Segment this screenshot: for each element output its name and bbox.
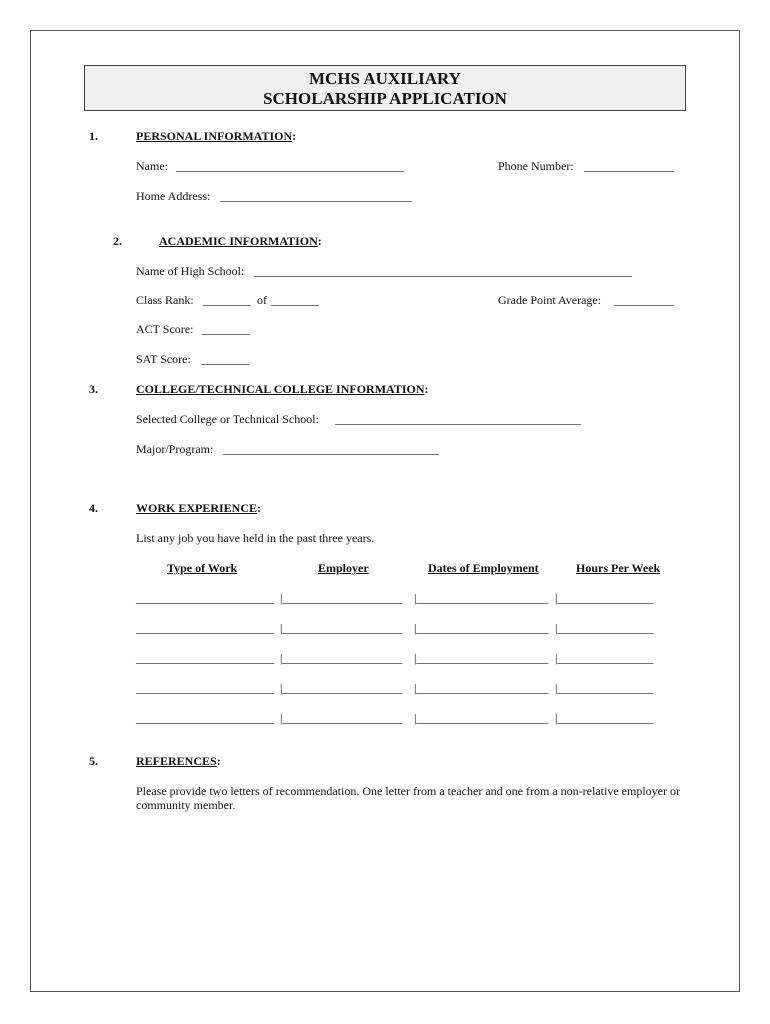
work-row-1-cell-4[interactable]: |________________ bbox=[555, 591, 654, 605]
work-row-3-cell-2[interactable]: |____________________ bbox=[280, 651, 403, 665]
address-field[interactable]: ________________________________ bbox=[220, 189, 412, 203]
section-2-heading bbox=[159, 234, 322, 248]
column-header-type-of-work: Type of Work bbox=[167, 561, 238, 575]
high-school-label: Name of High School: bbox=[136, 264, 245, 278]
gpa-label: Grade Point Average: bbox=[498, 293, 602, 307]
class-rank-of: of bbox=[257, 293, 267, 307]
section-5-colon: : bbox=[216, 754, 221, 768]
work-row-2-cell-1[interactable]: _______________________ bbox=[136, 621, 274, 635]
work-instruction: List any job you have held in the past three years. bbox=[136, 531, 375, 545]
work-row-2-cell-3[interactable]: |______________________ bbox=[414, 621, 549, 635]
section-3-heading-text: COLLEGE/TECHNICAL COLLEGE INFORMATION bbox=[136, 382, 425, 396]
title-line-1: MCHS AUXILIARY bbox=[309, 69, 461, 88]
work-row-5-cell-1[interactable]: _______________________ bbox=[136, 711, 274, 725]
high-school-field[interactable]: _______________________________________________________________ bbox=[254, 264, 632, 278]
work-row-1-cell-1[interactable]: _______________________ bbox=[136, 591, 274, 605]
work-row-5-cell-3[interactable]: |______________________ bbox=[414, 711, 549, 725]
title-box bbox=[84, 65, 686, 111]
class-size-field[interactable]: ________ bbox=[271, 293, 319, 307]
section-1-heading bbox=[136, 129, 296, 143]
section-5-heading bbox=[136, 754, 221, 768]
name-label: Name: bbox=[136, 159, 168, 173]
class-rank-field[interactable]: ________ bbox=[203, 293, 251, 307]
work-row-4-cell-2[interactable]: |____________________ bbox=[280, 681, 403, 695]
section-2-heading-text: ACADEMIC INFORMATION bbox=[159, 234, 318, 248]
work-row-1-cell-3[interactable]: |______________________ bbox=[414, 591, 549, 605]
sat-field[interactable]: ________ bbox=[201, 352, 249, 366]
major-label: Major/Program: bbox=[136, 442, 214, 456]
act-field[interactable]: ________ bbox=[202, 322, 250, 336]
title-line-2: SCHOLARSHIP APPLICATION bbox=[263, 89, 507, 108]
phone-field[interactable]: _______________ bbox=[584, 159, 674, 173]
gpa-field[interactable]: __________ bbox=[614, 293, 674, 307]
section-4-heading bbox=[136, 501, 261, 515]
work-row-4-cell-3[interactable]: |______________________ bbox=[414, 681, 549, 695]
section-5-heading-text: REFERENCES bbox=[136, 754, 217, 768]
work-row-4-cell-4[interactable]: |________________ bbox=[555, 681, 654, 695]
section-2-colon: : bbox=[317, 234, 322, 248]
work-row-3-cell-3[interactable]: |______________________ bbox=[414, 651, 549, 665]
section-3-number: 3. bbox=[89, 382, 98, 396]
section-3-colon: : bbox=[424, 382, 429, 396]
work-row-5-cell-2[interactable]: |____________________ bbox=[280, 711, 403, 725]
work-row-2-cell-2[interactable]: |____________________ bbox=[280, 621, 403, 635]
work-row-1-cell-2[interactable]: |____________________ bbox=[280, 591, 403, 605]
section-5-number: 5. bbox=[89, 754, 98, 768]
section-4-heading-text: WORK EXPERIENCE bbox=[136, 501, 258, 515]
work-row-4-cell-1[interactable]: _______________________ bbox=[136, 681, 274, 695]
class-rank-label: Class Rank: bbox=[136, 293, 194, 307]
act-label: ACT Score: bbox=[136, 322, 194, 336]
work-row-2-cell-4[interactable]: |________________ bbox=[555, 621, 654, 635]
section-1-heading-text: PERSONAL INFORMATION bbox=[136, 129, 293, 143]
college-label: Selected College or Technical School: bbox=[136, 412, 319, 426]
references-text: Please provide two letters of recommendation. One letter from a teacher and one from a non-relative employer or community member. bbox=[136, 784, 680, 812]
address-label: Home Address: bbox=[136, 189, 211, 203]
section-1-number: 1. bbox=[89, 129, 98, 143]
section-3-heading bbox=[136, 382, 429, 396]
section-1-colon: : bbox=[292, 129, 297, 143]
college-field[interactable]: _________________________________________ bbox=[335, 412, 581, 426]
column-header-dates: Dates of Employment bbox=[428, 561, 539, 575]
column-header-employer: Employer bbox=[318, 561, 369, 575]
phone-label: Phone Number: bbox=[498, 159, 574, 173]
name-field[interactable]: ______________________________________ bbox=[176, 159, 404, 173]
section-4-colon: : bbox=[257, 501, 262, 515]
work-row-5-cell-4[interactable]: |________________ bbox=[555, 711, 654, 725]
work-row-3-cell-1[interactable]: _______________________ bbox=[136, 651, 274, 665]
sat-label: SAT Score: bbox=[136, 352, 191, 366]
column-header-hours: Hours Per Week bbox=[576, 561, 661, 575]
major-field[interactable]: ____________________________________ bbox=[223, 442, 439, 456]
work-row-3-cell-4[interactable]: |________________ bbox=[555, 651, 654, 665]
section-4-number: 4. bbox=[89, 501, 98, 515]
section-2-number: 2. bbox=[113, 234, 122, 248]
